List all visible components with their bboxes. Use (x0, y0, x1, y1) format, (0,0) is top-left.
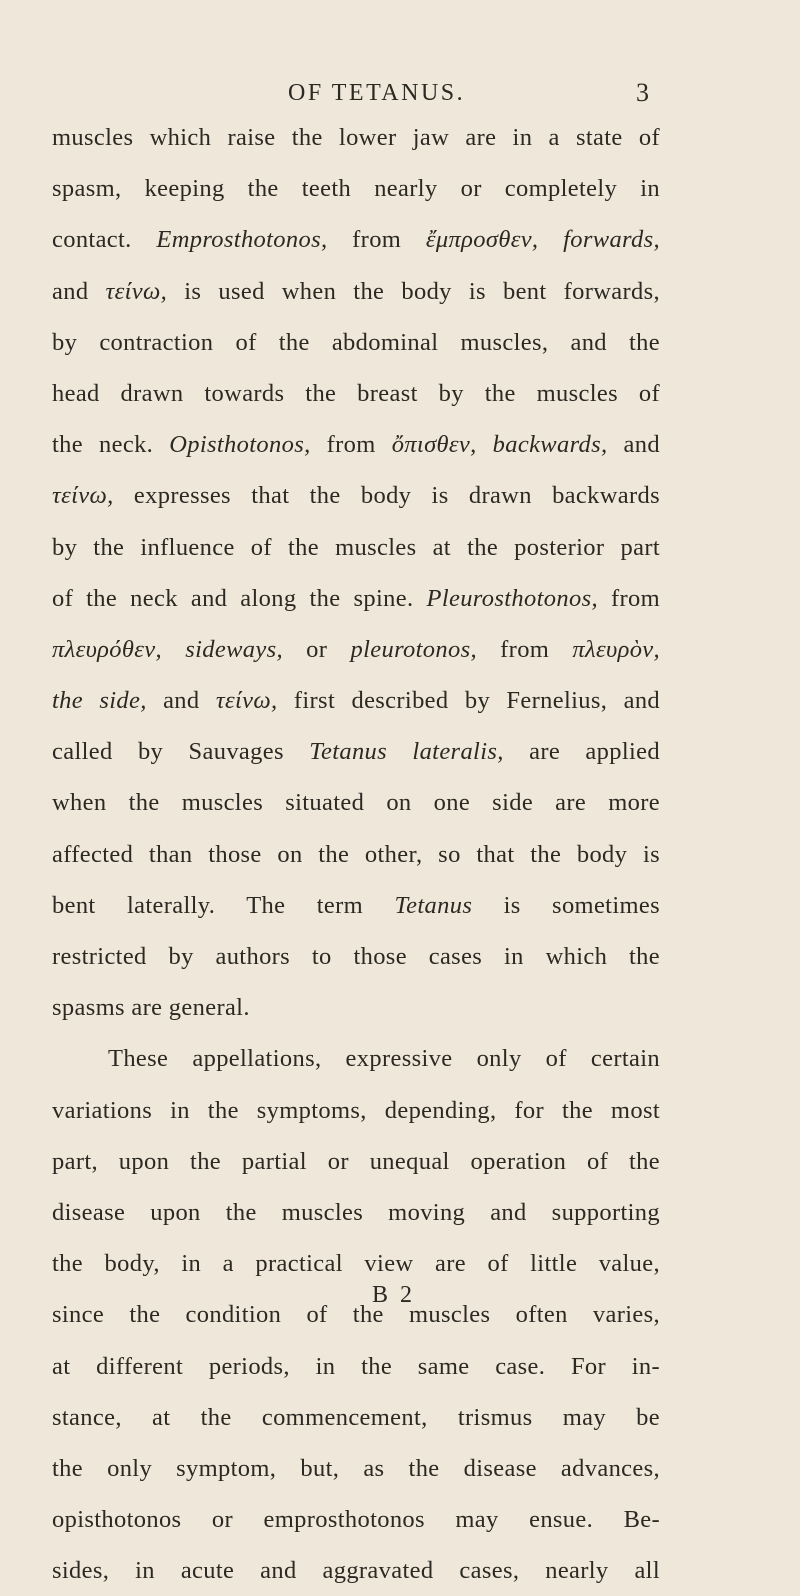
italic-term: ὄπισθεν, (391, 431, 477, 459)
text-line: bent laterally. The term Tetanus is sometimes (52, 891, 660, 919)
body-text (52, 112, 660, 1596)
italic-term: sideways, (185, 635, 283, 663)
italic-term: pleurotonos, (350, 635, 477, 663)
italic-term: forwards, (563, 226, 660, 254)
text-line: of the neck and along the spine. Pleurosthotonos, from (52, 584, 661, 612)
text-line: the body, in a practical view are of little value, (52, 1250, 660, 1278)
text-line: τείνω, expresses that the body is drawn backwards (52, 482, 660, 510)
text-line: by contraction of the abdominal muscles, and the (52, 328, 660, 356)
text-line: when the muscles situated on one side are more (52, 789, 660, 817)
printer-signature-mark: B 2 (372, 1282, 416, 1308)
italic-term: τείνω, (105, 277, 168, 305)
text-line: sides, in acute and aggravated cases, nearly all (52, 1557, 660, 1585)
text-line: restricted by authors to those cases in which the (52, 943, 660, 970)
italic-term: τείνω, (215, 687, 278, 715)
italic-term: τείνω, (52, 482, 114, 510)
italic-term: πλευρόθεν, (52, 635, 162, 663)
text-line: by the influence of the muscles at the posterior part (52, 533, 660, 561)
text-line: disease upon the muscles moving and supporting (52, 1198, 660, 1226)
italic-term: the side, (52, 687, 147, 715)
text-line: head drawn towards the breast by the muscles of (52, 379, 660, 407)
text-line: part, upon the partial or unequal operation of the (52, 1147, 660, 1175)
text-line: πλευρόθεν, sideways, or pleurotonos, from πλευρὸν, (52, 635, 660, 663)
italic-term: Tetanus (394, 891, 473, 919)
page-header (0, 74, 800, 114)
page-number: 3 (636, 78, 649, 107)
text-line: and τείνω, is used when the body is bent forwards, (52, 277, 660, 305)
text-line: the side, and τείνω, first described by Fernelius, and (52, 687, 661, 715)
text-line: muscles which raise the lower jaw are in a state of (52, 124, 660, 151)
text-line: affected than those on the other, so that the body is (52, 840, 660, 868)
running-head: OF TETANUS. (288, 80, 466, 106)
text-line: the neck. Opisthotonos, from ὄπισθεν, backwards, and (52, 431, 660, 459)
text-line: called by Sauvages Tetanus lateralis, are applied (52, 738, 660, 766)
italic-term: Pleurosthotonos, (426, 584, 598, 612)
italic-term: Opisthotonos, (169, 431, 311, 459)
text-line-paragraph-end: spasms are general. (52, 994, 250, 1022)
text-line: the only symptom, but, as the disease advances, (52, 1454, 660, 1482)
italic-term: πλευρὸν, (572, 635, 660, 663)
italic-term: Emprosthotonos, (156, 226, 328, 254)
text-line: variations in the symptoms, depending, for the most (52, 1096, 660, 1124)
text-line: stance, at the commencement, trismus may be (52, 1403, 660, 1431)
italic-term: ἔμπροσθεν, (425, 226, 539, 254)
text-line: at different periods, in the same case. For in- (52, 1352, 660, 1380)
text-line: spasm, keeping the teeth nearly or completely in (52, 175, 660, 203)
italic-term: Tetanus lateralis, (309, 738, 504, 766)
text-line-paragraph-start: These appellations, expressive only of certain (108, 1045, 660, 1073)
text-line: contact. Emprosthotonos, from ἔμπροσθεν, forwards, (52, 226, 660, 254)
text-line: since the condition of the muscles often varies, (52, 1301, 660, 1329)
text-line: opisthotonos or emprosthotonos may ensue. Be- (52, 1506, 660, 1534)
italic-term: backwards, (492, 431, 608, 459)
